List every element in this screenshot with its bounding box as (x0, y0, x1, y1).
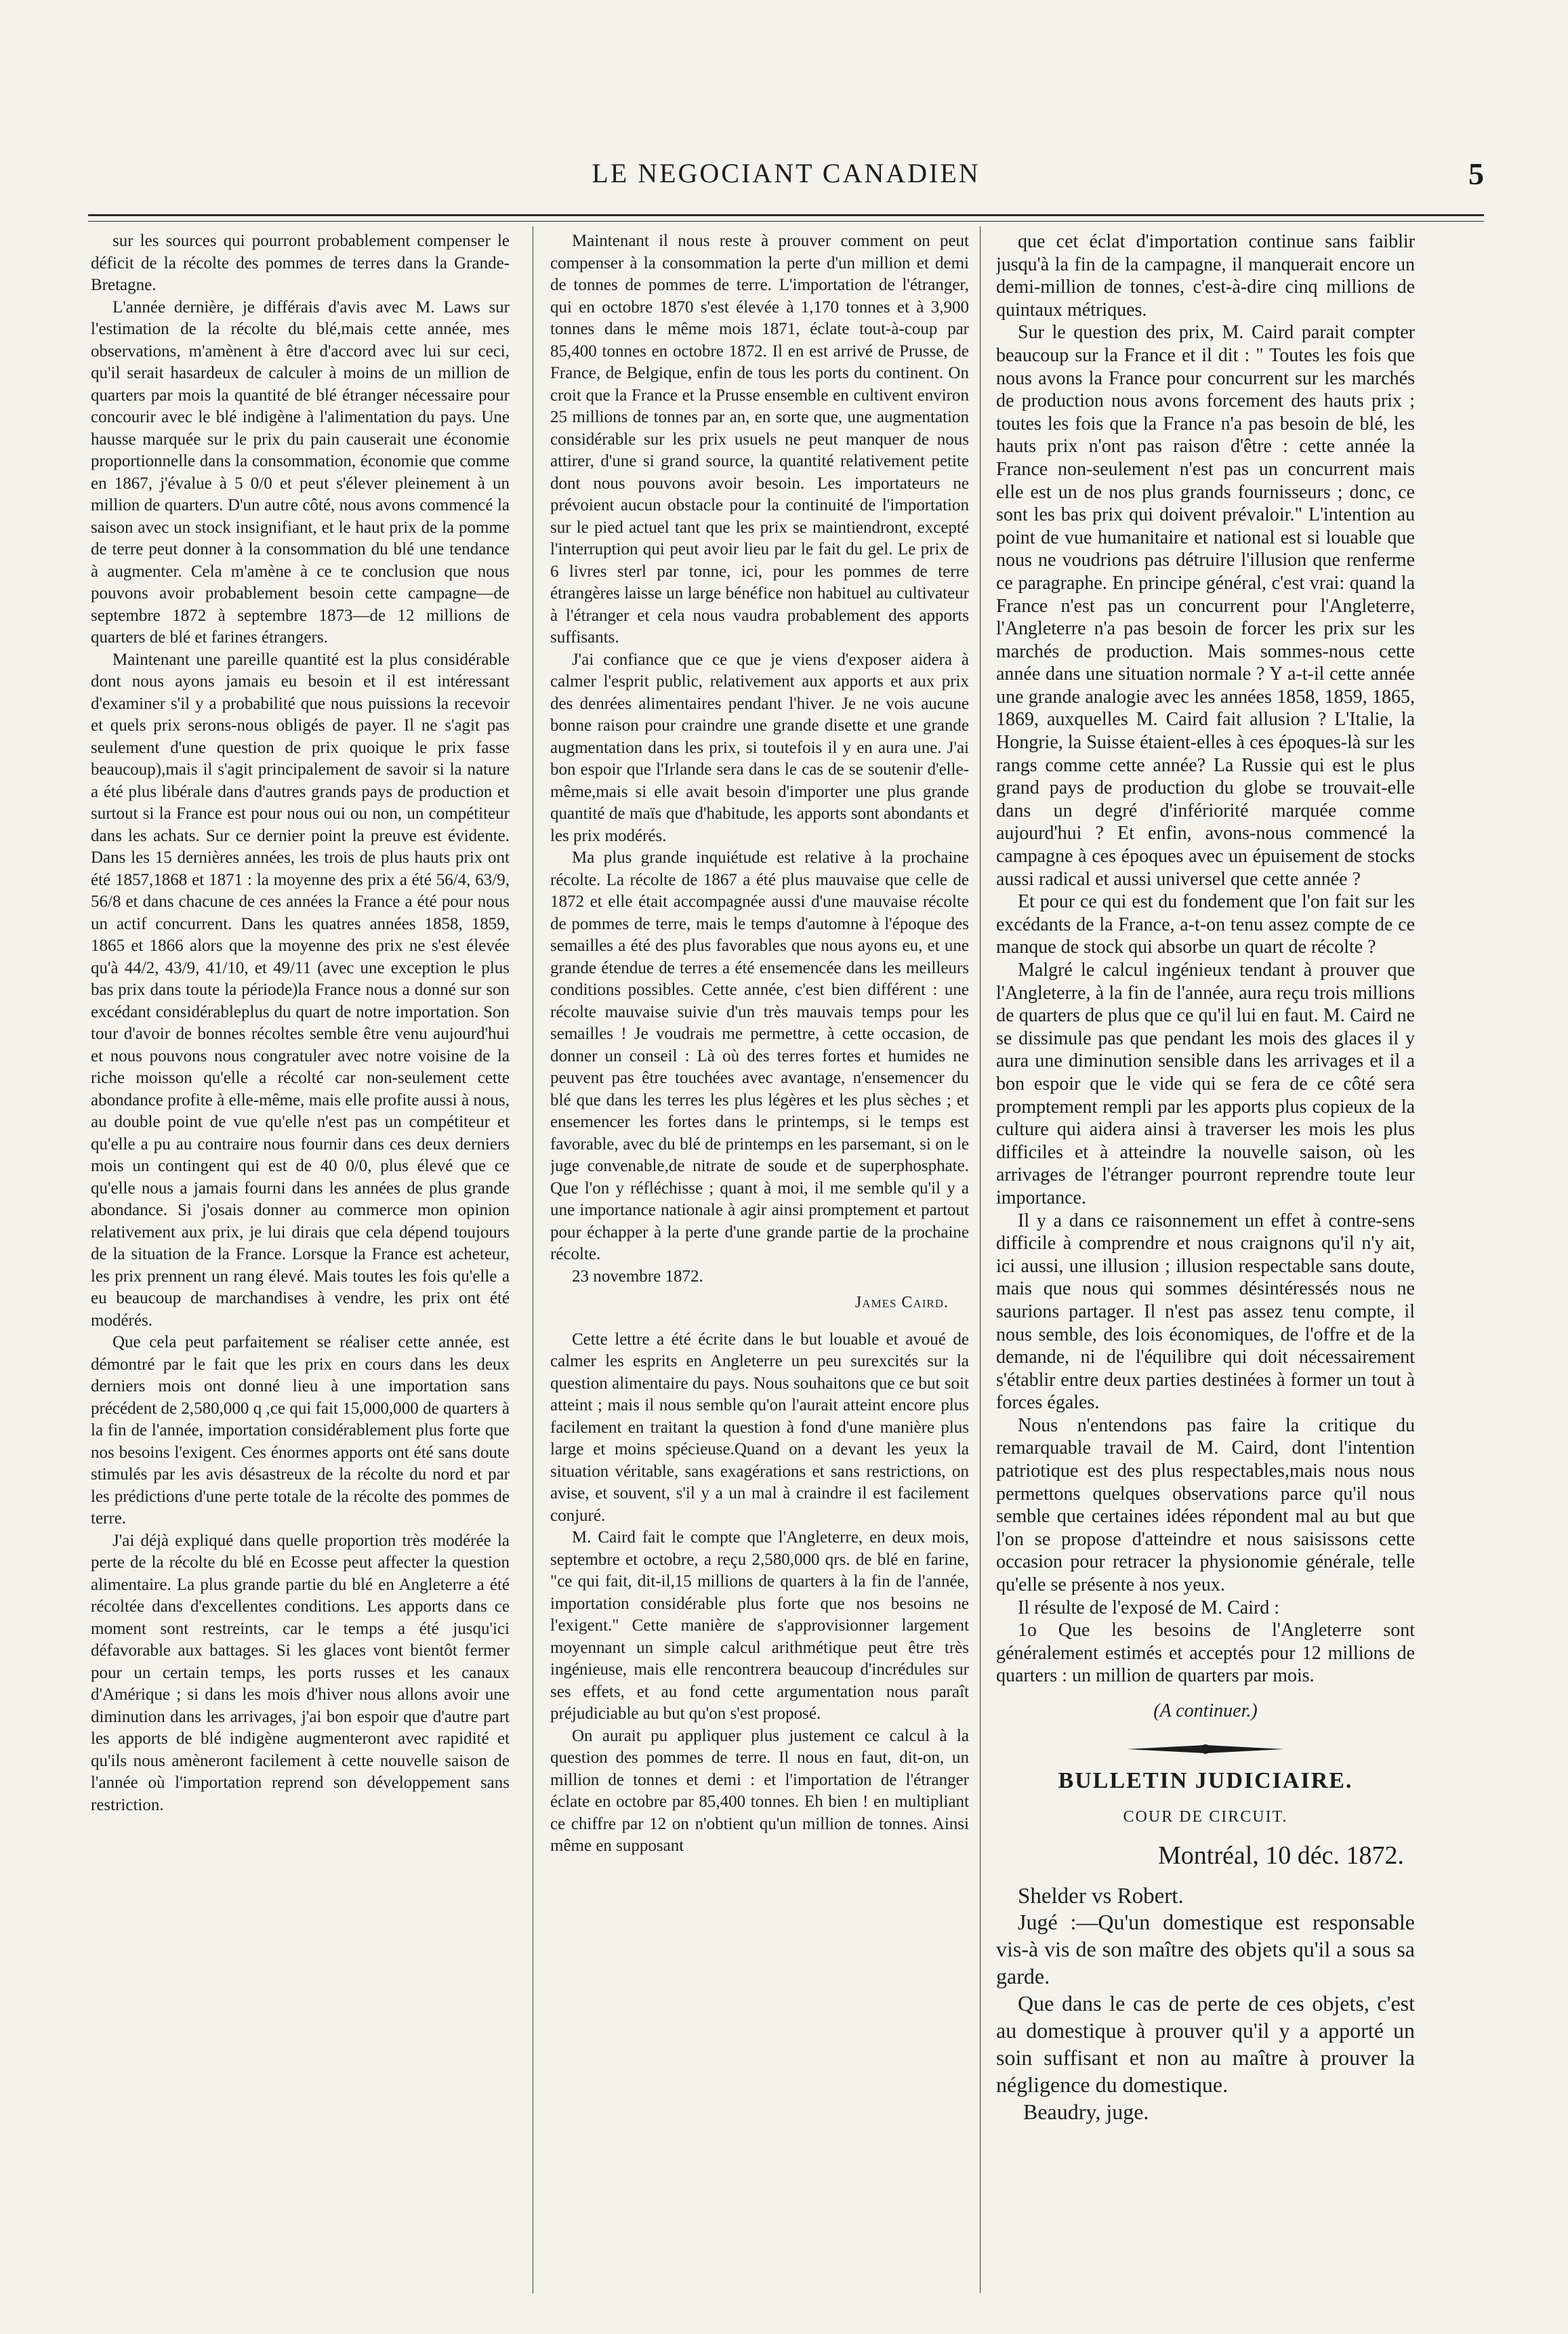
paragraph: M. Caird fait le compte que l'Angleterre, en deux mois, septembre et octobre, a reçu 2,580,000 qrs. de blé en farine, "ce qui fait, dit-il,15 millions de quarters à la fin de l'année, importation considérable plus forte que nos besoins ne l'exigent." Cette manière de s'approvisionner largement moyennant un simple calcul arithmétique peut être très ingénieuse, mais elle rencontrera beaucoup d'incrédules sur ses effets, et au fond cette argumentation nous paraît préjudiciable au but qu'on s'est proposé. (550, 1528, 969, 1723)
paragraph: On aurait pu appliquer plus justement ce calcul à la question des pommes de terre. Il nous en faut, dit-on, un million de tonnes et demi : et l'importation de l'étranger éclate en octobre par 85,400 tonnes. Eh bien ! en multipliant ce chiffre par 12 on n'obtient qu'un million de tonnes. Ainsi même en supposant (550, 1726, 969, 1855)
paragraph: L'année dernière, je différais d'avis avec M. Laws sur l'estimation de la récolte du blé,mais cette année, mes observations, m'amènent à être d'accord avec lui sur ceci, qu'il serait hasardeux de calculer à moins de un million de quarters par mois la quantité de blé étranger nécessaire pour concourir avec le blé indigène à l'alimentation du pays. Une hausse marquée sur le prix du pain causerait une économie proportionnelle dans la consommation, économie que comme en 1867, j'évalue à 5 0/0 et peut s'élever pleinement à un million de quarters. D'un autre côté, nous avons commencé la saison avec un stock insignifiant, et le haut prix de la pomme de terre peut donner à la consommation du blé une tendance à augmenter. Cela m'amène à ce te conclusion que nous pouvons avoir probablement besoin cette campagne—de septembre 1872 à septembre 1873—de 12 millions de quarters de blé et farines étrangers. (91, 298, 510, 647)
column-1 (91, 230, 510, 2294)
judge-signature: Beaudry, juge. (1023, 2099, 1149, 2124)
column-3 (996, 230, 1415, 2294)
paragraph: Il résulte de l'exposé de M. Caird : (1018, 1597, 1280, 1618)
masthead (88, 157, 1484, 198)
paragraph: Et pour ce qui est du fondement que l'on fait sur les excédants de la France, a-t-on tenu assez compte de ce manque de stock qui absorbe un quart de récolte ? (996, 891, 1415, 958)
paragraph: 1o Que les besoins de l'Angleterre sont généralement estimés et acceptés pour 12 millions de quarters : un million de quarters par mois. (996, 1620, 1415, 1687)
section-title: BULLETIN JUDICIAIRE. (1058, 1768, 1353, 1794)
case-title: Shelder vs Robert. (1018, 1883, 1184, 1908)
column-divider (980, 226, 981, 2293)
letter-signature: James Caird. (854, 1294, 949, 1311)
page-number: 5 (1468, 157, 1484, 191)
paragraph: Maintenant il nous reste à prouver comment on peut compenser à la consommation la perte d'un million et demi de tonnes de pommes de terre. L'importation de l'étranger, qui en octobre 1870 s'est élevée à 1,170 tonnes et à 3,900 tonnes dans le même mois 1871, éclate tout-à-coup par 85,400 tonnes en octobre 1872. Il en est arrivé de Prusse, de France, de Belgique, enfin de tous les ports du continent. On croit que la France et la Prusse ensemble en cultivent environ 25 millions de tonnes par an, en sorte que, une augmentation considérable sur les prix usuels ne peut manquer de nous attirer, d'une si grand source, la quantité relativement petite dont nous pouvons avoir besoin. Les importateurs ne prévoient aucun obstacle pour la continuité de l'importation sur le pied actuel tant que les prix se maintiendront, excepté l'interruption qui peut avoir lieu par le fait du gel. Le prix de 6 livres sterl par tonne, ici, pour les pommes de terre étrangères laisse un large bénéfice non habituel au cultivateur à l'étranger et cela nous vaudra probablement des apports suffisants. (550, 232, 969, 647)
dateline: Montréal, 10 déc. 1872. (1157, 1841, 1404, 1870)
paragraph: Sur le question des prix, M. Caird parait compter beaucoup sur la France et il dit : " Toutes les fois que nous avons la France pour concurrent sur les marchés de production nous avons forcement des hauts prix ; toutes les fois que la France n'a pas besoin de blé, les hauts prix n'ont pas raison d'être : cette année la France non-seulement n'est pas un concurrent mais elle est un de nos plus grands fournisseurs ; donc, ce sont les bas prix qui doivent prévaloir." L'intention au point de vue humanitaire et national est si louable que nous ne voudrions pas détruire l'illusion que renferme ce paragraphe. En principe général, c'est vrai: quand la France n'est pas un concurrent pour l'Angleterre, l'Angleterre n'a pas besoin de forcer les prix sur les marchés de production. Mais sommes-nous cette année dans une situation normale ? Y a-t-il cette année une grande analogie avec les années 1858, 1859, 1865, 1869, auxquelles M. Caird fait allusion ? L'Italie, la Hongrie, la Suisse étaient-elles à ces époques-là sur les rangs comme cette année? La Russie qui est le plus grand pays de production du globe se trouvait-elle dans un degré d'infériorité marquée comme aujourd'hui ? Et enfin, avons-nous commencé la campagne à ces époques avec un épuisement de stocks aussi radical et aussi universel que cette année ? (996, 322, 1415, 890)
paragraph: Cette lettre a été écrite dans le but louable et avoué de calmer les esprits en Angleterre un peu surexcités sur la question alimentaire du pays. Nous souhaitons que ce but soit atteint ; mais il nous semble qu'on l'aurait atteint encore plus facilement en traitant la question à fond d'une manière plus large et moins spécieuse.Quand on a devant les yeux la situation véritable, sans exagérations et sans restrictions, on avise, et souvent, s'il y a un mal à craindre il est facilement conjuré. (550, 1330, 969, 1525)
to-be-continued-note: (A continuer.) (1153, 1700, 1258, 1721)
paragraph: J'ai déjà expliqué dans quelle proportion très modérée la perte de la récolte du blé en Ecosse peut affecter la question alimentaire. La plus grande partie du blé en Angleterre a été récoltée dans d'excellentes conditions. Les apports dans ce moment sont restreints, car le temps a été jusqu'ici défavorable aux battages. Si les glaces vont bientôt fermer pour un certain temps, les ports russes et les canaux d'Amérique ; si dans les mois d'hiver nous allons avoir une diminution dans les arrivages, j'ai bon espoir que d'autre part les apports de blé indigène augmenteront avec rapidité et qu'ils nous amèneront facilement à cette nouvelle saison de l'année où l'importation reprend son développement sans restriction. (91, 1531, 510, 1814)
court-name: COUR DE CIRCUIT. (1123, 1807, 1288, 1826)
paragraph: Ma plus grande inquiétude est relative à la prochaine récolte. La récolte de 1867 a été plus mauvaise que celle de 1872 et elle était accompagnée aussi d'une mauvaise récolte de pommes de terre, mais le temps d'automne à l'époque des semailles a été des plus favorables que nous ayons eu, et une grande étendue de terres a été ensemencée dans les meilleurs conditions possibles. Cette année, c'est bien différent : une récolte mauvaise suivie d'un très mauvais temps pour les semailles ! Je voudrais me permettre, à cette occasion, de donner un conseil : Là où des terres fortes et humides ne peuvent pas être touchées avec avantage, n'ensemencer du blé que dans les terres les plus légères et les plus sèches ; et ensemencer les fortes dans le printemps, si le temps est favorable, avec du blé de printemps en les parsemant, si on le juge convenable,de nitrate de soude et de superphosphate. Que l'on y réfléchisse ; quant à moi, il me semble qu'il y a une importance nationale à agir ainsi promptement et partout pour échapper à la perte d'une grande partie de la prochaine récolte. (550, 848, 969, 1263)
paragraph: que cet éclat d'importation continue sans faiblir jusqu'à la fin de la campagne, il manquerait encore un demi-million de tonnes, c'est-à-dire cinq millions de quintaux métriques. (996, 231, 1415, 321)
paragraph: Il y a dans ce raisonnement un effet à contre-sens difficile à comprendre et nous craignons qu'il n'y ait, ici aussi, une illusion ; illusion respectable sans doute, mais que nous qui sommes désintéressés nous ne saurions partager. Il n'est pas assez tenu compte, il nous semble, des lois économiques, de l'offre et de la demande, ni de l'équilibre qui doit nécessairement s'établir entre deux parties destinées à former un tout à forces égales. (996, 1210, 1415, 1414)
column-2 (550, 230, 969, 2294)
paragraph: Maintenant une pareille quantité est la plus considérable dont nous ayons jamais eu besoin et il est intéressant d'examiner s'il y a probabilité que nous puissions la recevoir et quels prix serons-nous obligés de payer. Il ne s'agit pas seulement d'une question de prix quoique le prix fasse beaucoup),mais il s'agit principalement de savoir si la nature a été plus libérale dans d'autres grands pays de production et surtout si la France est pour nous oui ou non, un compétiteur dans les achats. Sur ce dernier point la preuve est évidente. Dans les 15 dernières années, les trois de plus hauts prix ont été 1857,1868 et 1871 : la moyenne des prix a été 56/4, 63/9, 56/8 et dans chacune de ces années la France a été pour nous un actif concurrent. Dans les quatres années 1858, 1859, 1865 et 1866 alors que la moyenne des prix ne s'est élevée qu'à 44/2, 43/9, 41/10, et 49/11 (avec une exception le plus bas prix dans toute la période)la France nous a donné sur son excédant considérableplus du quart de notre importation. Son tour d'avoir de bonnes récoltes semble être venu aujourd'hui et nous pouvons nous congratuler avec notre voisine de la riche moisson qu'elle a récolté car non-seulement cette abondance profite à elle-même, mais elle profite aussi à nous, au double point de vue qu'elle n'est pas un compétiteur et qu'elle a pu au contraire nous fournir dans ces deux derniers mois un contingent qui est de 40 0/0, plus élevé que ce qu'elle nous a jamais fourni dans les années de plus grande abondance. Si j'osais donner au commerce mon opinion relativement aux prix, je lui dirais que cela dépend toujours de la situation de la France. Lorsque la France est acheteur, les prix prennent un rang élevé. Mais toutes les fois qu'elle a eu beaucoup de marchandises à vendre, les prix ont été modérés. (91, 650, 510, 1330)
masthead-rule (88, 214, 1484, 216)
paragraph: sur les sources qui pourront probablement compenser le déficit de la récolte des pommes de terres dans la Grande-Bretagne. (91, 232, 510, 294)
newspaper-title: LE NEGOCIANT CANADIEN (592, 158, 981, 188)
masthead-rule-thin (88, 221, 1484, 222)
paragraph: Jugé :—Qu'un domestique est responsable vis-à vis de son maître des objets qu'il a sous sa garde. (996, 1909, 1415, 1988)
paragraph: Que cela peut parfaitement se réaliser cette année, est démontré par le fait que les prix en cours dans les deux derniers mois ont donné lieu à une importation sans précédent de 2,580,000 q ,ce qui fait 15,000,000 de quarters à la fin de l'année, importation considérablement plus forte que nos besoins l'exigent. Ces énormes apports ont été sans doute stimulés par les avis désastreux de la récolte du nord et par les prédictions d'une perte totale de la récolte des pommes de terre. (91, 1333, 510, 1528)
paragraph: J'ai confiance que ce que je viens d'exposer aidera à calmer l'esprit public, relativement aux apports et aux prix des denrées alimentaires pendant l'hiver. Je ne vois aucune bonne raison pour craindre une grande disette et une grande augmentation dans les prix, si toutefois il y en aura une. J'ai bon espoir que l'Irlande sera dans le cas de se soutenir d'elle-même,mais si elle avait besoin d'importer une plus grande quantité de maïs que d'habitude, les apports sont abondants et les prix modérés. (550, 650, 969, 845)
paragraph: Nous n'entendons pas faire la critique du remarquable travail de M. Caird, dont l'intention patriotique est des plus respectables,mais nous nous permettons quelques observations parce qu'il nous semble que certaines idées répondent mal au but que l'on se propose d'atteindre et nous saisissons cette occasion pour retracer la physionomie générale, telle qu'elle se présente à nos yeux. (996, 1414, 1415, 1596)
ornament-divider-icon (996, 1738, 1415, 1761)
paragraph: Que dans le cas de perte de ces objets, c'est au domestique à prouver qu'il y a apporté un soin suffisant et non au maître à prouver la négligence du domestique. (996, 1990, 1415, 2097)
paragraph: Malgré le calcul ingénieux tendant à prouver que l'Angleterre, à la fin de l'année, aura reçu trois millions de quarters de plus que ce qu'il lui en faut. M. Caird ne se dissimule pas que pendant les mois des glaces il y aura une diminution sensible dans les arrivages et il a bon espoir que le vide qui se fera de ce côté sera promptement rempli par les apports plus copieux de la culture qui aidera ainsi à traverser les mois les plus difficiles et à atteindre la nouvelle saison, où les arrivages de l'étranger pourront reprendre toute leur importance. (996, 960, 1415, 1208)
letter-date: 23 novembre 1872. (572, 1267, 703, 1286)
